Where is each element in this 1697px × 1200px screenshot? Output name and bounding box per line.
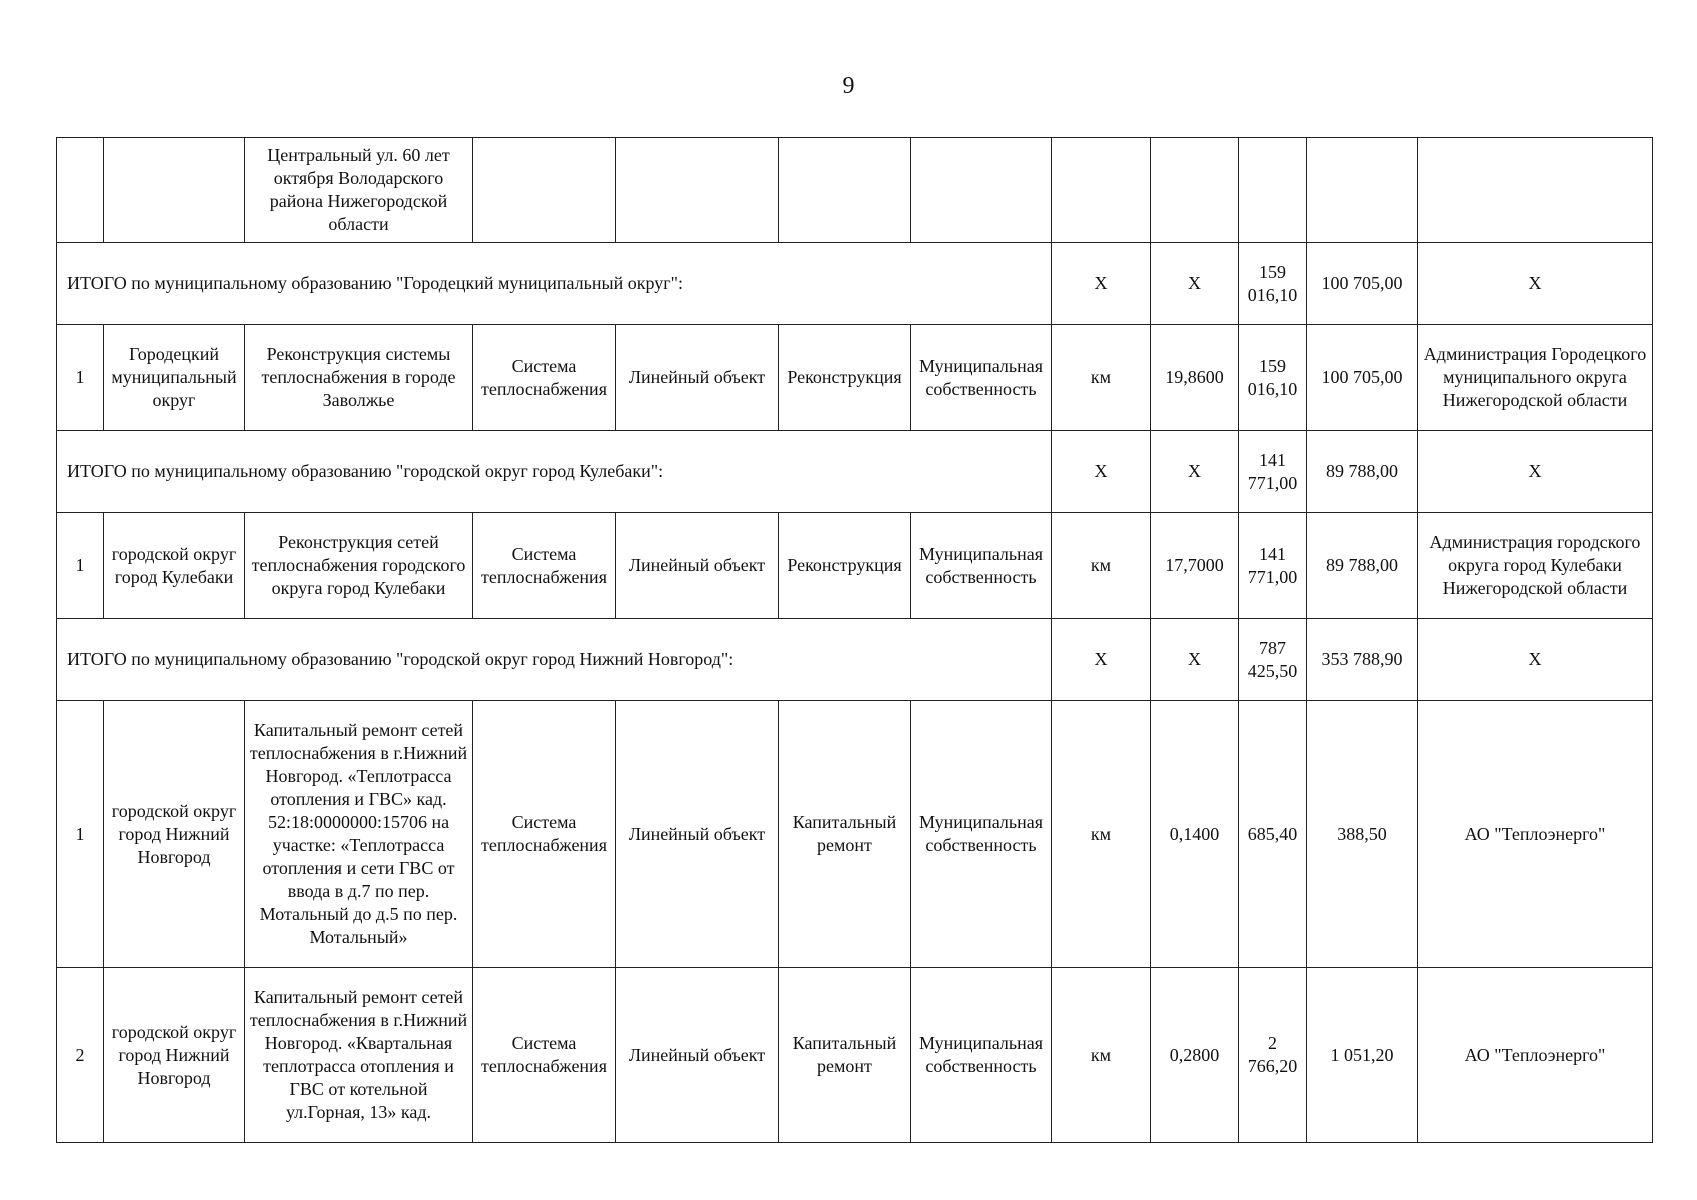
- cell-quantity: 0,2800: [1151, 968, 1239, 1143]
- cell-work-type: [779, 138, 911, 243]
- total-unit: Х: [1052, 431, 1151, 513]
- cell-object-type: Линейный объект: [616, 513, 779, 619]
- cell-object-type: Линейный объект: [616, 701, 779, 968]
- total-customer: Х: [1418, 619, 1653, 701]
- cell-unit: км: [1052, 513, 1151, 619]
- cell-system: [473, 138, 616, 243]
- cell-work-type: Реконструкция: [779, 513, 911, 619]
- cell-ownership: [911, 138, 1052, 243]
- cell-ownership: Муниципальная собственность: [911, 325, 1052, 431]
- total-label: ИТОГО по муниципальному образованию "городской округ город Кулебаки":: [57, 431, 1052, 513]
- cell-object-type: [616, 138, 779, 243]
- cell-no: 2: [57, 968, 104, 1143]
- cell-cost: 2 766,20: [1239, 968, 1307, 1143]
- cell-customer: АО "Теплоэнерго": [1418, 701, 1653, 968]
- cell-cost: [1239, 138, 1307, 243]
- cell-customer: Администрация городского округа город Кулебаки Нижегородской области: [1418, 513, 1653, 619]
- cell-funding: 100 705,00: [1307, 325, 1418, 431]
- page-number: 9: [842, 73, 855, 99]
- cell-quantity: 19,8600: [1151, 325, 1239, 431]
- cell-cost: 685,40: [1239, 701, 1307, 968]
- cell-quantity: 0,1400: [1151, 701, 1239, 968]
- cell-municipality: городской округ город Кулебаки: [104, 513, 245, 619]
- cell-object: Капитальный ремонт сетей теплоснабжения в г.Нижний Новгород. «Квартальная теплотрасса отопления и ГВС от котельной ул.Горная, 13» кад.: [245, 968, 473, 1143]
- cell-no: 1: [57, 325, 104, 431]
- table-row: [57, 513, 1653, 619]
- cell-object-type: Линейный объект: [616, 325, 779, 431]
- cell-unit: [1052, 138, 1151, 243]
- cell-ownership: Муниципальная собственность: [911, 701, 1052, 968]
- cell-object: Центральный ул. 60 лет октября Володарского района Нижегородской области: [245, 138, 473, 243]
- table-row: [57, 325, 1653, 431]
- total-row: [57, 431, 1653, 513]
- total-quantity: Х: [1151, 243, 1239, 325]
- total-customer: Х: [1418, 243, 1653, 325]
- cell-work-type: Капитальный ремонт: [779, 701, 911, 968]
- cell-object-type: Линейный объект: [616, 968, 779, 1143]
- cell-ownership: Муниципальная собственность: [911, 513, 1052, 619]
- cell-municipality: [104, 138, 245, 243]
- cell-object: Реконструкция системы теплоснабжения в городе Заволжье: [245, 325, 473, 431]
- cell-funding: [1307, 138, 1418, 243]
- total-label: ИТОГО по муниципальному образованию "Городецкий муниципальный округ":: [57, 243, 1052, 325]
- total-label: ИТОГО по муниципальному образованию "городской округ город Нижний Новгород":: [57, 619, 1052, 701]
- cell-object: Реконструкция сетей теплоснабжения городского округа город Кулебаки: [245, 513, 473, 619]
- total-unit: Х: [1052, 619, 1151, 701]
- table-row: [57, 968, 1653, 1143]
- cell-system: Система теплоснабжения: [473, 701, 616, 968]
- total-customer: Х: [1418, 431, 1653, 513]
- total-funding: 100 705,00: [1307, 243, 1418, 325]
- total-quantity: Х: [1151, 619, 1239, 701]
- cell-funding: 1 051,20: [1307, 968, 1418, 1143]
- total-unit: Х: [1052, 243, 1151, 325]
- cell-cost: 159 016,10: [1239, 325, 1307, 431]
- cell-customer: Администрация Городецкого муниципального округа Нижегородской области: [1418, 325, 1653, 431]
- total-cost: 141 771,00: [1239, 431, 1307, 513]
- total-funding: 89 788,00: [1307, 431, 1418, 513]
- cell-ownership: Муниципальная собственность: [911, 968, 1052, 1143]
- cell-work-type: Капитальный ремонт: [779, 968, 911, 1143]
- total-quantity: Х: [1151, 431, 1239, 513]
- cell-work-type: Реконструкция: [779, 325, 911, 431]
- cell-object: Капитальный ремонт сетей теплоснабжения в г.Нижний Новгород. «Теплотрасса отопления и ГВС» кад. 52:18:0000000:15706 на участке: «Теплотрасса отопления и сети ГВС от ввода в д.7 по пер. Мотальный до д.5 по пер. Мотальный»: [245, 701, 473, 968]
- table-row: [57, 138, 1653, 243]
- cell-unit: км: [1052, 325, 1151, 431]
- investment-program-table: [56, 137, 1653, 1143]
- cell-quantity: 17,7000: [1151, 513, 1239, 619]
- total-cost: 159 016,10: [1239, 243, 1307, 325]
- cell-customer: АО "Теплоэнерго": [1418, 968, 1653, 1143]
- cell-unit: км: [1052, 968, 1151, 1143]
- cell-no: 1: [57, 513, 104, 619]
- cell-funding: 388,50: [1307, 701, 1418, 968]
- table-row: [57, 701, 1653, 968]
- cell-municipality: Городецкий муниципальный округ: [104, 325, 245, 431]
- total-funding: 353 788,90: [1307, 619, 1418, 701]
- cell-system: Система теплоснабжения: [473, 968, 616, 1143]
- cell-municipality: городской округ город Нижний Новгород: [104, 701, 245, 968]
- cell-municipality: городской округ город Нижний Новгород: [104, 968, 245, 1143]
- total-row: [57, 619, 1653, 701]
- cell-system: Система теплоснабжения: [473, 325, 616, 431]
- cell-system: Система теплоснабжения: [473, 513, 616, 619]
- total-row: [57, 243, 1653, 325]
- cell-unit: км: [1052, 701, 1151, 968]
- cell-funding: 89 788,00: [1307, 513, 1418, 619]
- cell-customer: [1418, 138, 1653, 243]
- total-cost: 787 425,50: [1239, 619, 1307, 701]
- cell-cost: 141 771,00: [1239, 513, 1307, 619]
- cell-no: 1: [57, 701, 104, 968]
- cell-no: [57, 138, 104, 243]
- cell-quantity: [1151, 138, 1239, 243]
